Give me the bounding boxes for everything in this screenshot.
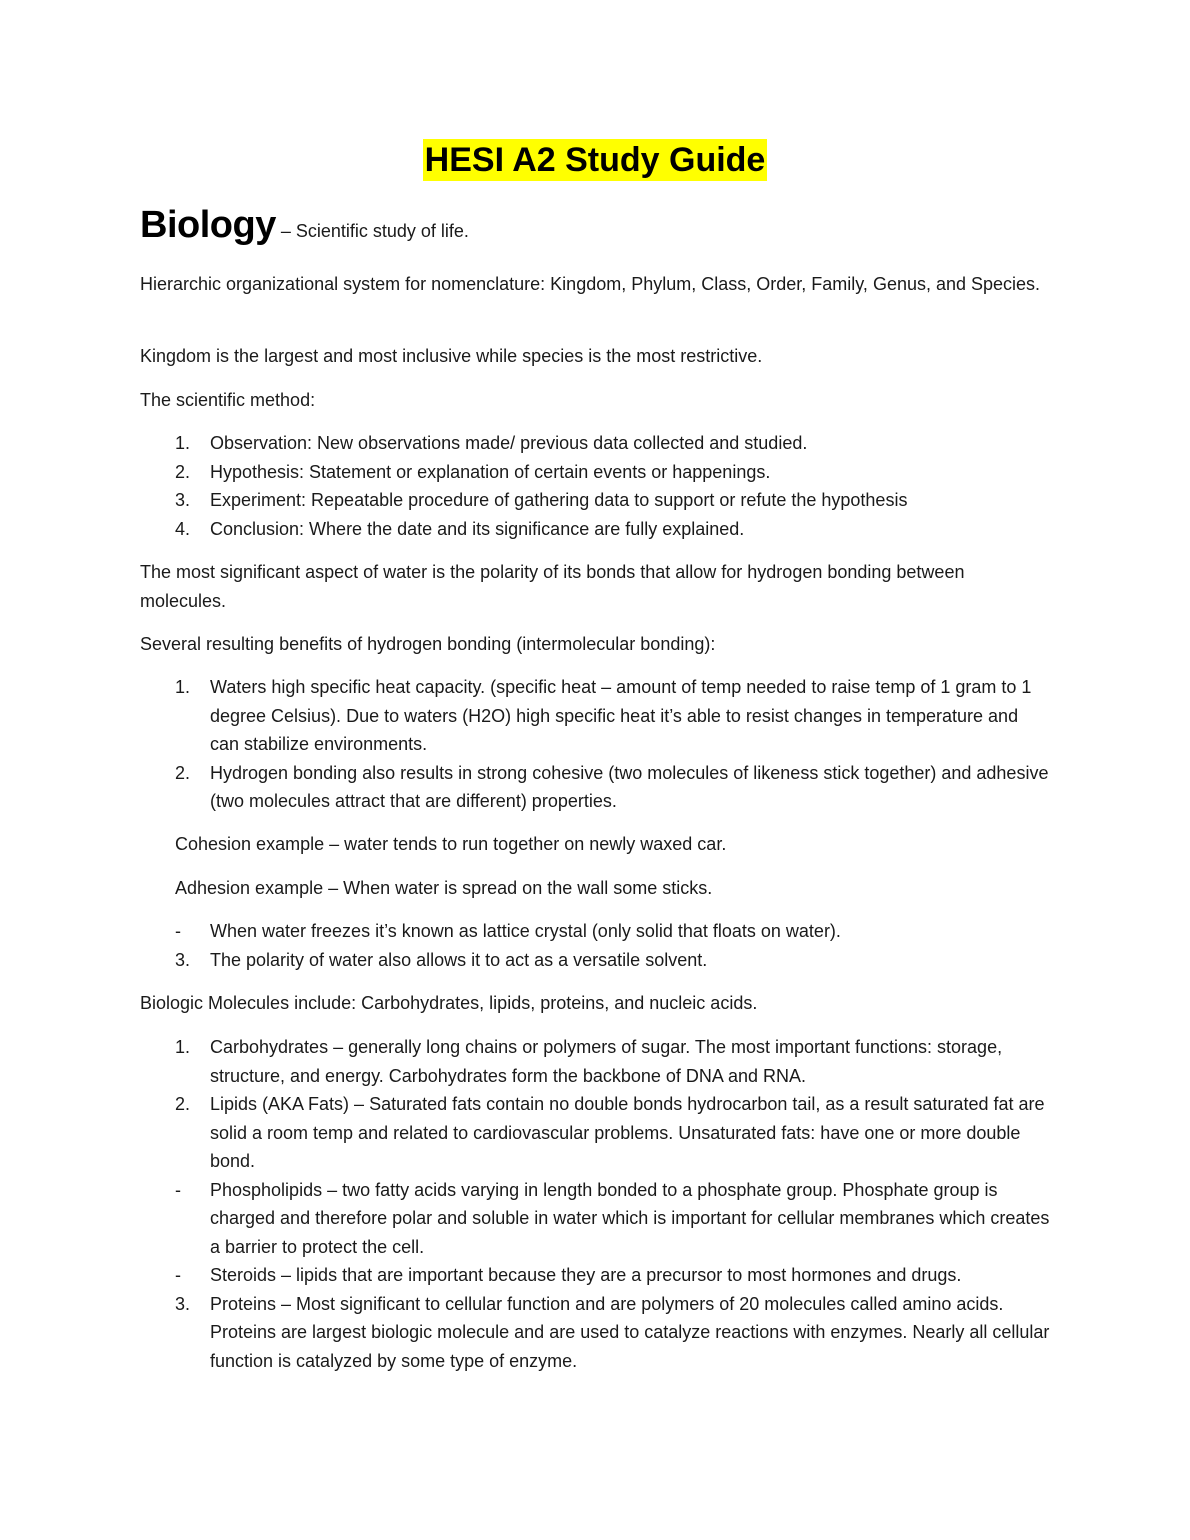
list-marker: 2. — [175, 1094, 191, 1114]
list-marker: 1. — [175, 1037, 191, 1057]
list-item-text: The polarity of water also allows it to act as a versatile solvent. — [210, 949, 708, 970]
list-item-text: Proteins – Most significant to cellular function and are polymers of 20 molecules called amino acids. Proteins are largest biologic molecule and are used to catalyze reactions with enzymes. Nearly all cellular function is catalyzed by some type of enzyme. — [210, 1293, 1050, 1371]
scientific-method-list — [140, 429, 1050, 543]
list-marker: 3. — [175, 1293, 191, 1314]
list-item — [140, 1290, 1050, 1376]
list-marker: 1. — [175, 433, 191, 453]
list-item-text: Experiment: Repeatable procedure of gathering data to support or refute the hypothesis — [210, 490, 908, 510]
paragraph-benefits: Several resulting benefits of hydrogen bonding (intermolecular bonding): — [140, 634, 716, 654]
list-marker: 4. — [175, 518, 191, 539]
paragraph-kingdom: Kingdom is the largest and most inclusive while species is the most restrictive. — [140, 346, 763, 366]
paragraph-hierarchic: Hierarchic organizational system for nomenclature: Kingdom, Phylum, Class, Order, Family, Genus, and Species. — [140, 274, 1041, 294]
benefits-list — [140, 673, 1050, 816]
list-item — [140, 946, 1050, 975]
list-item — [140, 1090, 1050, 1176]
list-item-text: Carbohydrates – generally long chains or polymers of sugar. The most important functions: storage, structure, and energy. Carbohydrates form the backbone of DNA and RNA. — [210, 1037, 1003, 1086]
list-item — [140, 486, 1050, 515]
list-item-text: Lipids (AKA Fats) – Saturated fats contain no double bonds hydrocarbon tail, as a result saturated fat are solid a room temp and related to cardiovascular problems. Unsaturated fats: have one or more double bond. — [210, 1094, 1045, 1171]
paragraph-molecules: Biologic Molecules include: Carbohydrates, lipids, proteins, and nucleic acids. — [140, 993, 758, 1013]
list-item — [140, 1261, 1050, 1290]
title-wrapper — [0, 139, 1190, 181]
page-title: HESI A2 Study Guide — [424, 141, 766, 179]
paragraph-water: The most significant aspect of water is the polarity of its bonds that allow for hydrogen bonding between molecules. — [140, 562, 965, 611]
list-item-text: Observation: New observations made/ previous data collected and studied. — [210, 433, 808, 453]
list-item — [140, 515, 1050, 544]
list-marker: - — [175, 921, 181, 941]
list-item — [140, 673, 1050, 759]
list-item-text: Hydrogen bonding also results in strong cohesive (two molecules of likeness stick together) and adhesive (two molecules attract that are different) properties. — [210, 762, 1049, 811]
list-item-text: Hypothesis: Statement or explanation of certain events or happenings. — [210, 461, 771, 482]
list-item — [140, 917, 1050, 946]
list-item-text: When water freezes it’s known as lattice crystal (only solid that floats on water). — [210, 921, 841, 941]
list-marker: 1. — [175, 677, 191, 697]
list-item-text: Conclusion: Where the date and its significance are fully explained. — [210, 518, 745, 539]
list-item-text: Phospholipids – two fatty acids varying in length bonded to a phosphate group. Phosphate group is charged and therefore polar and soluble in water which is important for cellular membranes which creates a barrier to protect the cell. — [210, 1179, 1050, 1257]
paragraph-cohesion: Cohesion example – water tends to run together on newly waxed car. — [175, 834, 727, 854]
list-item — [140, 1176, 1050, 1262]
list-item — [140, 458, 1050, 487]
list-item-text: Steroids – lipids that are important because they are a precursor to most hormones and drugs. — [210, 1265, 962, 1285]
list-item — [140, 429, 1050, 458]
biologic-molecules-list — [140, 1033, 1050, 1375]
water-properties-list — [140, 917, 1050, 974]
list-marker: 3. — [175, 949, 191, 970]
paragraph-adhesion: Adhesion example – When water is spread on the wall some sticks. — [175, 878, 713, 898]
list-item — [140, 1033, 1050, 1090]
list-marker: - — [175, 1265, 181, 1285]
section-heading: Biology — [140, 204, 276, 246]
list-marker: 3. — [175, 490, 191, 510]
list-item-text: Waters high specific heat capacity. (specific heat – amount of temp needed to raise temp of 1 gram to 1 degree Celsius). Due to waters (H2O) high specific heat it’s able to resist changes in temperature and can stabilize environments. — [210, 677, 1032, 754]
list-marker: - — [175, 1179, 181, 1200]
paragraph-method: The scientific method: — [140, 390, 316, 410]
section-heading-desc: – Scientific study of life. — [275, 221, 469, 241]
list-marker: 2. — [175, 762, 191, 783]
list-item — [140, 759, 1050, 816]
list-marker: 2. — [175, 461, 191, 482]
section-heading-line — [140, 204, 469, 247]
